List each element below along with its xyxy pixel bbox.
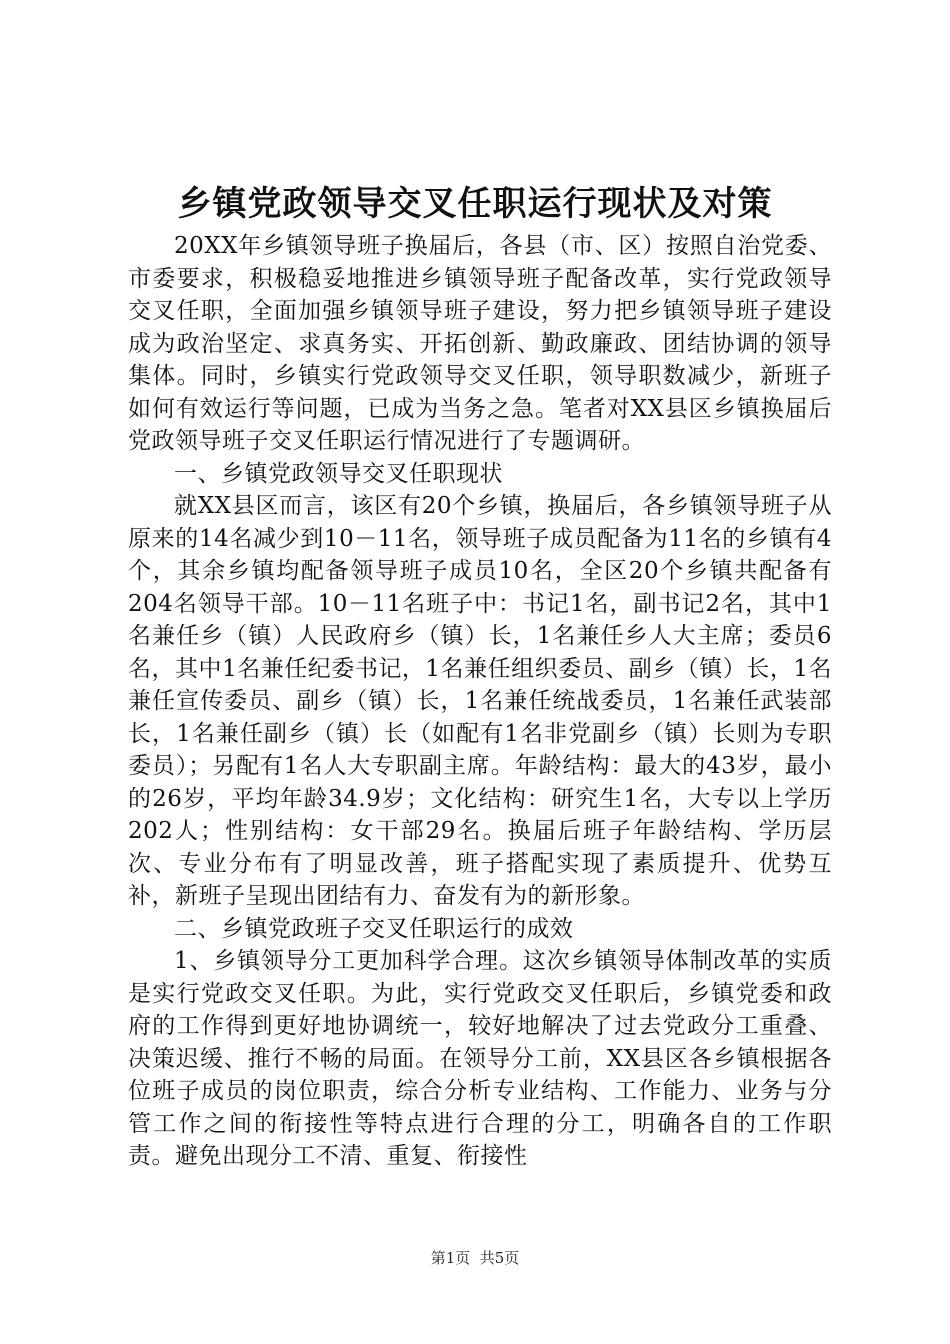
section-heading-2: 二、乡镇党政班子交叉任职运行的成效 (174, 915, 574, 942)
paragraph-results-1: 1、乡镇领导分工更加科学合理。这次乡镇领导体制改革的实质是实行党政交叉任职。为此，实行党政交叉任职后，乡镇党委和政府的工作得到更好地协调统一，较好地解决了过去党政分工重叠、决策迟缓、推行不畅的局面。在领导分工前，XX县区各乡镇根据各位班子成员的岗位职责，综合分析专业结构、工作能力、业务与分管工作之间的衔接性等特点进行合理的分工，明确各自的工作职责。避免出现分工不清、重复、衔接性 (128, 948, 832, 1169)
paragraph-status: 就XX县区而言，该区有20个乡镇，换届后，各乡镇领导班子从原来的14名减少到10－11名，领导班子成员配备为11名的乡镇有4个，其余乡镇均配备领导班子成员10名，全区20个乡镇共配备有204名领导干部。10－11名班子中：书记1名，副书记2名，其中1名兼任乡（镇）人民政府乡（镇）长，1名兼任乡人大主席；委员6名，其中1名兼任纪委书记，1名兼任组织委员、副乡（镇）长，1名兼任宣传委员、副乡（镇）长，1名兼任统战委员，1名兼任武装部长，1名兼任副乡（镇）长（如配有1名非党副乡（镇）长则为专职委员）；另配有1名人大专职副主席。年龄结构：最大的43岁，最小的26岁，平均年龄34.9岁；文化结构：研究生1名，大专以上学历202人；性别结构：女干部29名。换届后班子年龄结构、学历层次、专业分布有了明显改善，班子搭配实现了素质提升、优势互补，新班子呈现出团结有力、奋发有为的新形象。 (128, 493, 832, 909)
page-number-label: 第1页 共5页 (430, 1249, 520, 1267)
page-footer (0, 1248, 950, 1268)
document-title: 乡镇党政领导交叉任职运行现状及对策 (177, 184, 773, 224)
section-heading-1: 一、乡镇党政领导交叉任职现状 (174, 460, 503, 487)
paragraph-intro: 20XX年乡镇领导班子换届后，各县（市、区）按照自治党委、市委要求，积极稳妥地推进乡镇领导班子配备改革，实行党政领导交叉任职，全面加强乡镇领导班子建设，努力把乡镇领导班子建设成为政治坚定、求真务实、开拓创新、勤政廉政、团结协调的领导集体。同时，乡镇实行党政领导交叉任职，领导职数减少，新班子如何有效运行等问题，已成为当务之急。笔者对XX县区乡镇换届后党政领导班子交叉任职运行情况进行了专题调研。 (128, 233, 832, 454)
document-body (128, 230, 832, 1173)
